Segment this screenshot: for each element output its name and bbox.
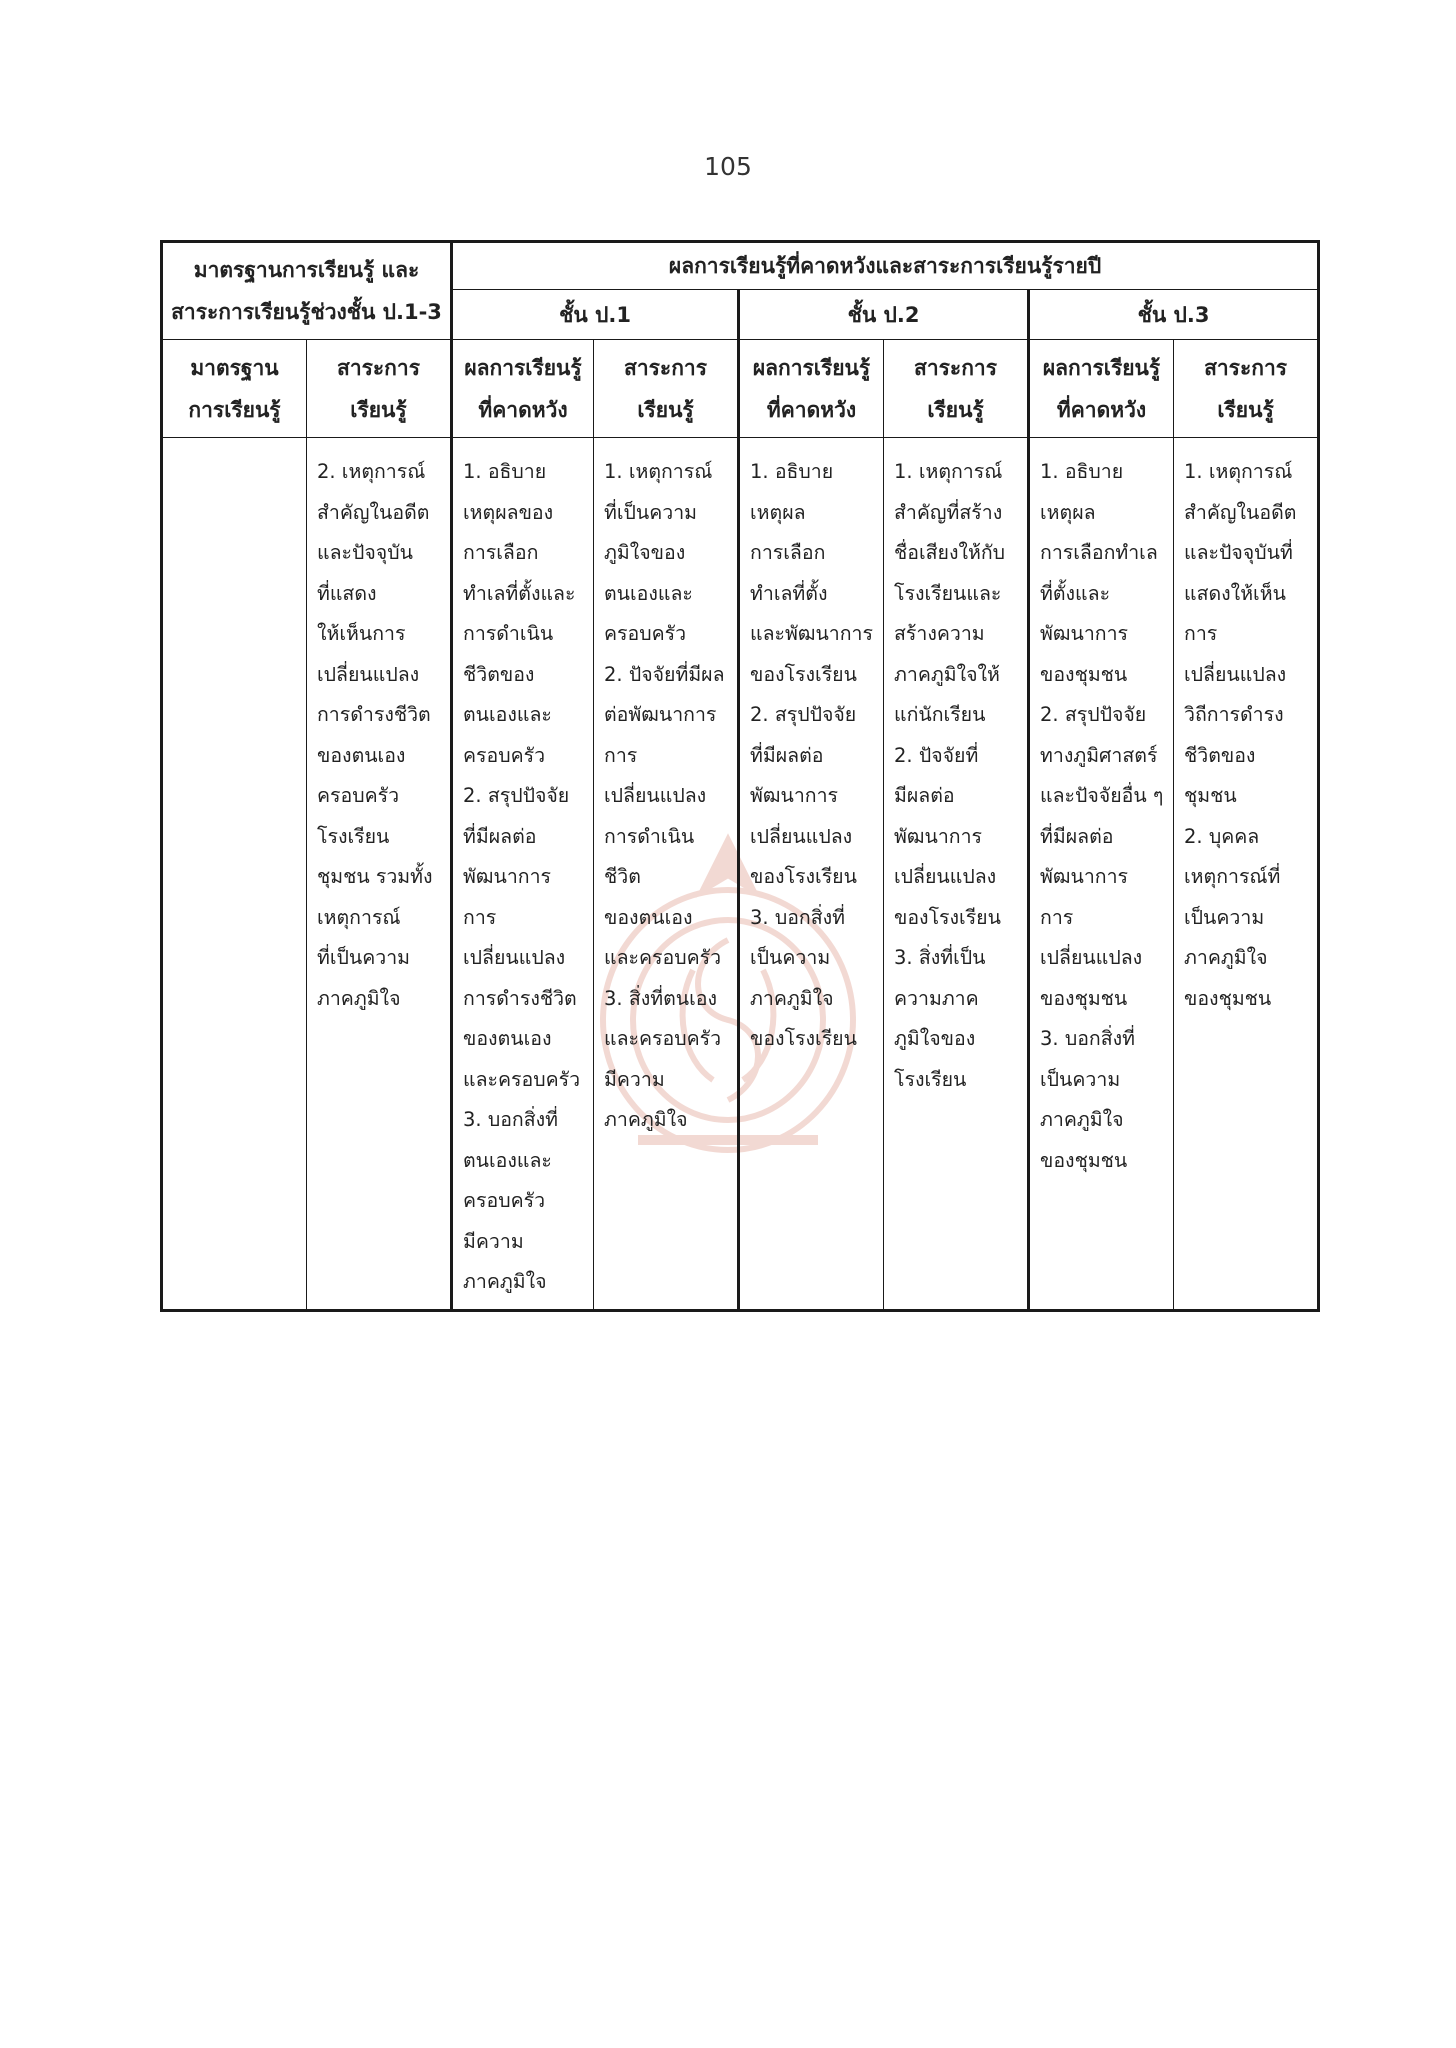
curriculum-table	[160, 240, 1320, 1312]
column-header-p3-outcomes	[1029, 340, 1174, 438]
grade-header-p3: ชั้น ป.3	[1029, 290, 1319, 340]
column-header-standard	[162, 340, 307, 438]
column-header-line: ผลการเรียนรู้	[464, 355, 582, 380]
column-header-line: ที่คาดหวัง	[1056, 397, 1147, 422]
grade-header-p1: ชั้น ป.1	[452, 290, 739, 340]
cell-p2-content: 1. เหตุการณ์ สำคัญที่สร้าง ชื่อเสียงให้กับ โรงเรียนและ สร้างความ ภาคภูมิใจให้ แก่นักเรียน 2. ปัจจัยที่ มีผลต่อ พัฒนาการ เปลี่ยนแปลง ของโรงเรียน 3. สิ่งที่เป็น ความภาค ภูมิใจของ โรงเรียน	[884, 438, 1029, 1311]
column-header-p1-content	[594, 340, 739, 438]
yearly-outcomes-header: ผลการเรียนรู้ที่คาดหวังและสาระการเรียนรู้รายปี	[452, 242, 1319, 290]
column-header-content	[307, 340, 452, 438]
column-header-line: ผลการเรียนรู้	[752, 355, 871, 380]
column-header-line: การเรียนรู้	[188, 397, 281, 422]
column-header-line: เรียนรู้	[1217, 397, 1274, 422]
cell-p1-content: 1. เหตุการณ์ ที่เป็นความ ภูมิใจของ ตนเองและ ครอบครัว 2. ปัจจัยที่มีผล ต่อพัฒนาการ การเปลี่ยนแปลง การดำเนินชีวิต ของตนเอง และครอบครัว 3. สิ่งที่ตนเอง และครอบครัว มีความ ภาคภูมิใจ	[594, 438, 739, 1311]
cell-p3-outcomes: 1. อธิบาย เหตุผล การเลือกทำเล ที่ตั้งและ พัฒนาการ ของชุมชน 2. สรุปปัจจัย ทางภูมิศาสตร์ และปัจจัยอื่น ๆ ที่มีผลต่อ พัฒนาการ การเปลี่ยนแปลง ของชุมชน 3. บอกสิ่งที่ เป็นความ ภาคภูมิใจ ของชุมชน	[1029, 438, 1174, 1311]
column-header-p2-content	[884, 340, 1029, 438]
grade-header-p2: ชั้น ป.2	[739, 290, 1029, 340]
column-header-line: ที่คาดหวัง	[478, 397, 568, 422]
standards-header	[162, 242, 452, 340]
column-header-line: ผลการเรียนรู้	[1042, 355, 1161, 380]
cell-p3-content: 1. เหตุการณ์ สำคัญในอดีต และปัจจุบันที่ แสดงให้เห็น การเปลี่ยนแปลง วิถีการดำรง ชีวิตของ ชุมชน 2. บุคคล เหตุการณ์ที่ เป็นความ ภาคภูมิใจ ของชุมชน	[1174, 438, 1319, 1311]
page-number: 105	[704, 152, 752, 181]
column-header-line: เรียนรู้	[637, 397, 694, 422]
cell-p2-outcomes: 1. อธิบาย เหตุผล การเลือก ทำเลที่ตั้ง และพัฒนาการ ของโรงเรียน 2. สรุปปัจจัย ที่มีผลต่อ พัฒนาการ เปลี่ยนแปลง ของโรงเรียน 3. บอกสิ่งที่ เป็นความ ภาคภูมิใจ ของโรงเรียน	[739, 438, 884, 1311]
column-header-line: เรียนรู้	[927, 397, 984, 422]
column-header-p1-outcomes	[452, 340, 594, 438]
table-row	[162, 438, 1319, 1311]
column-header-line: สาระการ	[337, 355, 420, 380]
column-header-line: มาตรฐาน	[190, 355, 279, 380]
cell-p1-outcomes: 1. อธิบาย เหตุผลของ การเลือก ทำเลที่ตั้งและ การดำเนิน ชีวิตของ ตนเองและ ครอบครัว 2. สรุปปัจจัย ที่มีผลต่อ พัฒนาการ การเปลี่ยนแปลง การดำรงชีวิต ของตนเอง และครอบครัว 3. บอกสิ่งที่ ตนเองและ ครอบครัว มีความ ภาคภูมิใจ	[452, 438, 594, 1311]
cell-content: 2. เหตุการณ์ สำคัญในอดีต และปัจจุบัน ที่แสดง ให้เห็นการ เปลี่ยนแปลง การดำรงชีวิต ของตนเอง ครอบครัว โรงเรียน ชุมชน รวมทั้ง เหตุการณ์ ที่เป็นความ ภาคภูมิใจ	[307, 438, 452, 1311]
cell-standard	[162, 438, 307, 1311]
standards-header-line2: สาระการเรียนรู้ช่วงชั้น ป.1-3	[171, 300, 442, 324]
column-header-p3-content	[1174, 340, 1319, 438]
column-header-line: สาระการ	[624, 355, 707, 380]
standards-header-line1: มาตรฐานการเรียนรู้ และ	[193, 258, 420, 282]
column-header-line: สาระการ	[1204, 355, 1288, 380]
column-header-p2-outcomes	[739, 340, 884, 438]
column-header-line: ที่คาดหวัง	[766, 397, 857, 422]
column-header-line: สาระการ	[914, 355, 997, 380]
column-header-line: เรียนรู้	[350, 397, 407, 422]
